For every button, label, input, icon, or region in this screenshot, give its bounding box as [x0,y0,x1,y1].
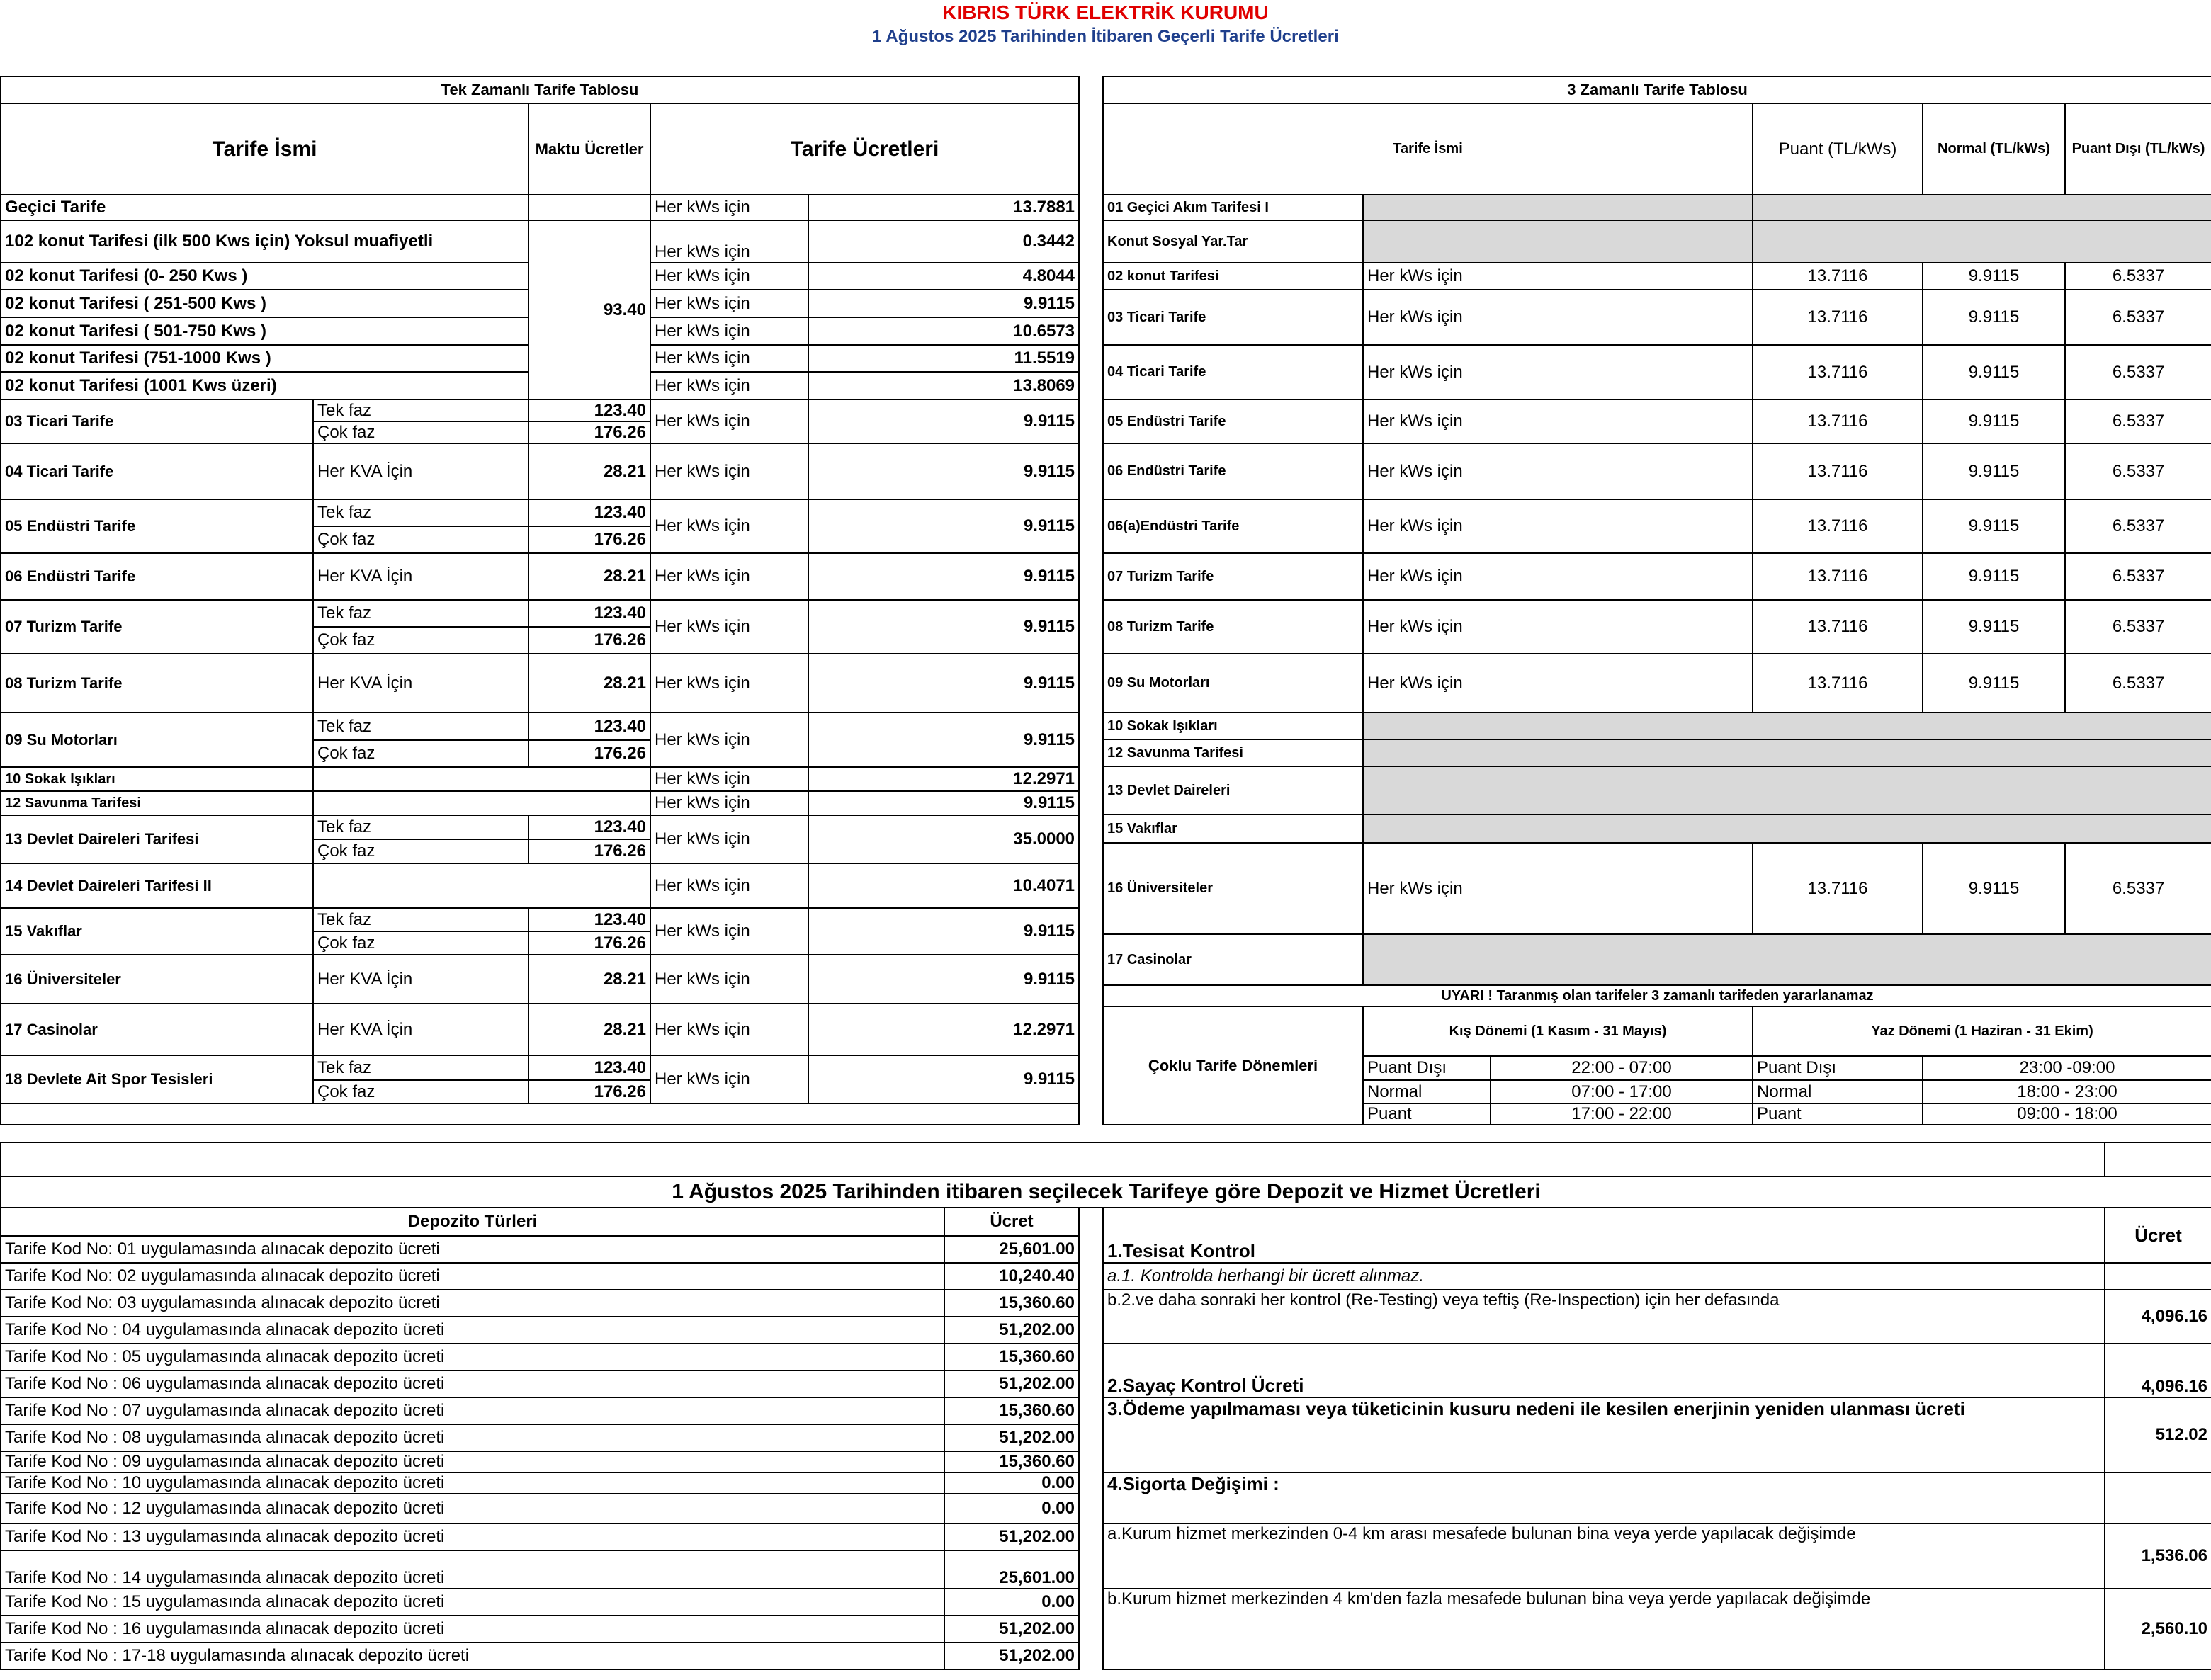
tariff-name: 08 Turizm Tarife [1103,600,1363,654]
deposit-label: Tarife Kod No: 02 uygulamasında alınacak depozito ücreti [1,1263,944,1290]
normal-rate: 9.9115 [1923,443,2065,499]
unit-label: Her kWs için [650,195,808,220]
deposit-label: Tarife Kod No : 14 uygulamasında alınacak depozito ücreti [1,1550,944,1589]
tariff-name: 18 Devlete Ait Spor Tesisleri [1,1055,313,1103]
service-4a: a.Kurum hizmet merkezinden 0-4 km arası mesafede bulunan bina veya yerde yapılacak değişimde [1103,1523,2105,1589]
tariff-rate: 9.9115 [808,1055,1079,1103]
tariff-rate: 10.4071 [808,863,1079,908]
summer-period-title: Yaz Dönemi (1 Haziran - 31 Ekim) [1753,1006,2211,1056]
tariff-name: 13 Devlet Daireleri Tarifesi [1,815,313,863]
tariff-rate: 10.6573 [808,317,1079,345]
unit-label: Her kWs için [650,553,808,600]
phase-label: Çok faz [313,526,528,553]
tariff-rate: 13.8069 [808,372,1079,399]
summer-normal-hours: 18:00 - 23:00 [1923,1080,2211,1103]
unit-label: Her kWs için [1363,263,1753,290]
tariff-name: 03 Ticari Tarife [1,399,313,443]
tariff-name: 06(a)Endüstri Tarife [1103,499,1363,553]
tariff-rate: 9.9115 [808,791,1079,815]
deposit-fee: 15,360.60 [944,1290,1079,1317]
unit-label: Her kWs için [650,317,808,345]
triple-table-title: 3 Zamanlı Tarife Tablosu [1103,76,2211,103]
tariff-rate: 0.3442 [808,220,1079,263]
tariff-name: 07 Turizm Tarife [1,600,313,654]
deposit-label: Tarife Kod No : 10 uygulamasında alınacak depozito ücreti [1,1472,944,1494]
tariff-rate: 13.7881 [808,195,1079,220]
triple-col-peak: Puant (TL/kWs) [1753,103,1923,195]
deposit-label: Tarife Kod No : 07 uygulamasında alınacak depozito ücreti [1,1397,944,1424]
unit-label: Her kWs için [650,863,808,908]
tariff-name: 13 Devlet Daireleri [1103,766,1363,815]
tariff-name: 08 Turizm Tarife [1,654,313,713]
tariff-rate: 9.9115 [808,443,1079,499]
phase-label: Çok faz [313,931,528,955]
unit-label: Her kWs için [650,345,808,372]
winter-period-title: Kış Dönemi (1 Kasım - 31 Mayıs) [1363,1006,1753,1056]
unit-label: Her kWs için [650,815,808,863]
normal-rate: 9.9115 [1923,600,2065,654]
peak-rate: 13.7116 [1753,654,1923,713]
phase-label: Her KVA İçin [313,1004,528,1055]
deposit-fee: 15,360.60 [944,1397,1079,1424]
tariff-name: 02 konut Tarifesi ( 501-750 Kws ) [1,317,528,345]
phase-label: Çok faz [313,627,528,654]
tariff-name: 01 Geçici Akım Tarifesi I [1103,195,1363,220]
fixed-fee: 176.26 [528,931,650,955]
peak-rate: 13.7116 [1753,443,1923,499]
service-1b-fee: 4,096.16 [2105,1290,2211,1344]
fixed-fee: 176.26 [528,839,650,863]
deposit-fee: 25,601.00 [944,1550,1079,1589]
phase-label: Tek faz [313,499,528,526]
tariff-name: 15 Vakıflar [1,908,313,955]
tariff-name: 16 Üniversiteler [1,955,313,1004]
fixed-fee: 28.21 [528,1004,650,1055]
service-4-title: 4.Sigorta Değişimi : [1103,1472,2105,1523]
deposit-fee: 15,360.60 [944,1451,1079,1472]
unit-label: Her kWs için [650,600,808,654]
fixed-fee: 176.26 [528,421,650,443]
tariff-rate: 9.9115 [808,908,1079,955]
fixed-fee: 123.40 [528,815,650,839]
single-col-fees: Tarife Ücretleri [650,103,1079,195]
unit-label: Her kWs için [1363,345,1753,399]
tariff-name: 14 Devlet Daireleri Tarifesi II [1,863,313,908]
tariff-name: 03 Ticari Tarife [1103,290,1363,345]
peak-rate: 13.7116 [1753,345,1923,399]
tariff-rate: 12.2971 [808,1004,1079,1055]
offpeak-rate: 6.5337 [2065,290,2211,345]
deposit-label: Tarife Kod No : 08 uygulamasında alınacak depozito ücreti [1,1424,944,1451]
tariff-rate: 35.0000 [808,815,1079,863]
service-2-fee: 4,096.16 [2105,1344,2211,1397]
unit-label: Her kWs için [1363,290,1753,345]
normal-rate: 9.9115 [1923,399,2065,443]
unit-label: Her kWs için [1363,499,1753,553]
offpeak-rate: 6.5337 [2065,399,2211,443]
deposit-fee: 10,240.40 [944,1263,1079,1290]
tariff-name: 17 Casinolar [1103,934,1363,985]
offpeak-rate: 6.5337 [2065,345,2211,399]
deposit-fee: 51,202.00 [944,1523,1079,1550]
deposit-fee: 15,360.60 [944,1344,1079,1370]
offpeak-rate: 6.5337 [2065,654,2211,713]
unit-label: Her kWs için [650,791,808,815]
phase-label: Tek faz [313,1055,528,1080]
unit-label: Her kWs için [650,399,808,443]
tariff-name: Konut Sosyal Yar.Tar [1103,220,1363,263]
deposit-fee: 51,202.00 [944,1616,1079,1642]
triple-col-offpeak: Puant Dışı (TL/kWs) [2065,103,2211,195]
tariff-rate: 9.9115 [808,713,1079,767]
phase-label: Her KVA İçin [313,443,528,499]
fixed-fee: 176.26 [528,1080,650,1103]
tariff-rate: 9.9115 [808,499,1079,553]
single-table-title: Tek Zamanlı Tarife Tablosu [1,76,1079,103]
triple-col-name: Tarife İsmi [1103,103,1753,195]
unit-label: Her kWs için [650,713,808,767]
tariff-rate: 12.2971 [808,767,1079,791]
summer-peak-hours: 09:00 - 18:00 [1923,1103,2211,1125]
deposit-label: Tarife Kod No: 01 uygulamasında alınacak depozito ücreti [1,1236,944,1263]
unit-label: Her kWs için [1363,843,1753,934]
fixed-fee: 123.40 [528,713,650,740]
phase-label: Her KVA İçin [313,654,528,713]
tariff-rate: 9.9115 [808,399,1079,443]
tariff-rate: 11.5519 [808,345,1079,372]
tariff-name: 02 konut Tarifesi [1103,263,1363,290]
offpeak-rate: 6.5337 [2065,843,2211,934]
phase-label: Tek faz [313,908,528,931]
peak-rate: 13.7116 [1753,499,1923,553]
fixed-fee: 123.40 [528,600,650,627]
offpeak-rate: 6.5337 [2065,553,2211,600]
winter-normal-hours: 07:00 - 17:00 [1491,1080,1753,1103]
unit-label: Her kWs için [650,290,808,317]
tariff-name: 10 Sokak Işıkları [1,767,313,791]
peak-rate: 13.7116 [1753,290,1923,345]
tariff-rate: 9.9115 [808,290,1079,317]
unit-label: Her kWs için [650,372,808,399]
phase-label: Tek faz [313,815,528,839]
deposit-label: Tarife Kod No : 06 uygulamasında alınacak depozito ücreti [1,1370,944,1397]
deposit-label: Tarife Kod No : 12 uygulamasında alınacak depozito ücreti [1,1494,944,1523]
offpeak-rate: 6.5337 [2065,263,2211,290]
phase-label: Çok faz [313,421,528,443]
period-label: Normal [1753,1080,1923,1103]
deposit-fee: 25,601.00 [944,1236,1079,1263]
tariff-name: 16 Üniversiteler [1103,843,1363,934]
fixed-fee-konut: 93.40 [528,220,650,399]
service-col-fee: Ücret [2105,1208,2211,1263]
fixed-fee: 123.40 [528,1055,650,1080]
tariff-name: 02 konut Tarifesi (751-1000 Kws ) [1,345,528,372]
tariff-rate: 4.8044 [808,263,1079,290]
single-tariff-table [0,76,1080,1125]
periods-title: Çoklu Tarife Dönemleri [1103,1006,1363,1125]
tariff-name: 02 konut Tarifesi (0- 250 Kws ) [1,263,528,290]
deposit-label: Tarife Kod No : 13 uygulamasında alınacak depozito ücreti [1,1523,944,1550]
tariff-name: Geçici Tarife [1,195,528,220]
normal-rate: 9.9115 [1923,553,2065,600]
service-4b-fee: 2,560.10 [2105,1589,2211,1669]
unit-label: Her kWs için [1363,553,1753,600]
unit-label: Her kWs için [650,1055,808,1103]
peak-rate: 13.7116 [1753,600,1923,654]
period-label: Puant [1363,1103,1491,1125]
tariff-name: 06 Endüstri Tarife [1,553,313,600]
tariff-rate: 9.9115 [808,553,1079,600]
tariff-name: 09 Su Motorları [1103,654,1363,713]
deposit-label: Tarife Kod No : 16 uygulamasında alınacak depozito ücreti [1,1616,944,1642]
tariff-name: 04 Ticari Tarife [1103,345,1363,399]
deposit-fee: 51,202.00 [944,1642,1079,1669]
service-4b: b.Kurum hizmet merkezinden 4 km'den fazla mesafede bulunan bina veya yerde yapılacak değişimde [1103,1589,2105,1669]
fixed-fee: 28.21 [528,443,650,499]
document-subtitle: 1 Ağustos 2025 Tarihinden İtibaren Geçerli Tarife Ücretleri [872,27,1339,46]
fixed-fee: 28.21 [528,654,650,713]
winter-peak-hours: 17:00 - 22:00 [1491,1103,1753,1125]
unit-label: Her kWs için [650,499,808,553]
deposit-fee: 51,202.00 [944,1317,1079,1344]
normal-rate: 9.9115 [1923,345,2065,399]
unit-label: Her kWs için [1363,443,1753,499]
unit-label: Her kWs için [650,654,808,713]
fixed-fee: 123.40 [528,908,650,931]
triple-tariff-table [1102,76,2211,1125]
peak-rate: 13.7116 [1753,553,1923,600]
fixed-fee: 123.40 [528,499,650,526]
deposit-label: Tarife Kod No : 05 uygulamasında alınacak depozito ücreti [1,1344,944,1370]
deposit-label: Tarife Kod No : 17-18 uygulamasında alınacak depozito ücreti [1,1642,944,1669]
warning-note: UYARI ! Taranmış olan tarifeler 3 zamanlı tarifeden yararlanamaz [1103,985,2211,1006]
period-label: Puant Dışı [1363,1056,1491,1080]
deposit-service-table [0,1142,2211,1670]
unit-label: Her kWs için [650,443,808,499]
phase-label: Çok faz [313,740,528,767]
tariff-name: 04 Ticari Tarife [1,443,313,499]
deposit-fee: 51,202.00 [944,1424,1079,1451]
triple-col-normal: Normal (TL/kWs) [1923,103,2065,195]
summer-offpeak-hours: 23:00 -09:00 [1923,1056,2211,1080]
offpeak-rate: 6.5337 [2065,499,2211,553]
peak-rate: 13.7116 [1753,399,1923,443]
tariff-name: 07 Turizm Tarife [1103,553,1363,600]
fixed-fee: 176.26 [528,627,650,654]
deposit-fee: 0.00 [944,1494,1079,1523]
phase-label: Tek faz [313,399,528,421]
period-label: Puant [1753,1103,1923,1125]
service-2-title: 2.Sayaç Kontrol Ücreti [1103,1344,2105,1397]
peak-rate: 13.7116 [1753,263,1923,290]
deposit-section-title: 1 Ağustos 2025 Tarihinden itibaren seçilecek Tarifeye göre Depozit ve Hizmet Ücretleri [1,1176,2211,1208]
service-1b: b.2.ve daha sonraki her kontrol (Re-Testing) veya teftiş (Re-Inspection) için her defasında [1103,1290,2105,1344]
deposit-fee: 0.00 [944,1589,1079,1616]
deposit-label: Tarife Kod No : 15 uygulamasında alınacak depozito ücreti [1,1589,944,1616]
peak-rate: 13.7116 [1753,843,1923,934]
tariff-rate: 9.9115 [808,654,1079,713]
offpeak-rate: 6.5337 [2065,600,2211,654]
tariff-name: 17 Casinolar [1,1004,313,1055]
single-col-name: Tarife İsmi [1,103,528,195]
fixed-fee: 176.26 [528,740,650,767]
winter-offpeak-hours: 22:00 - 07:00 [1491,1056,1753,1080]
phase-label: Her KVA İçin [313,955,528,1004]
unit-label: Her kWs için [650,220,808,263]
period-label: Puant Dışı [1753,1056,1923,1080]
unit-label: Her kWs için [650,1004,808,1055]
deposit-col-fee: Ücret [944,1208,1079,1236]
unit-label: Her kWs için [650,767,808,791]
fixed-fee: 176.26 [528,526,650,553]
unit-label: Her kWs için [1363,399,1753,443]
fixed-fee: 28.21 [528,553,650,600]
single-col-fixed: Maktu Ücretler [528,103,650,195]
fixed-fee: 28.21 [528,955,650,1004]
phase-label: Çok faz [313,1080,528,1103]
tariff-name: 09 Su Motorları [1,713,313,767]
normal-rate: 9.9115 [1923,843,2065,934]
tariff-name: 15 Vakıflar [1103,815,1363,843]
deposit-fee: 0.00 [944,1472,1079,1494]
unit-label: Her kWs için [650,908,808,955]
deposit-label: Tarife Kod No: 03 uygulamasında alınacak depozito ücreti [1,1290,944,1317]
tariff-name: 12 Savunma Tarifesi [1,791,313,815]
service-1a: a.1. Kontrolda herhangi bir ücrett alınmaz. [1103,1263,2105,1290]
tariff-name: 10 Sokak Işıkları [1103,713,1363,739]
tariff-name: 12 Savunma Tarifesi [1103,739,1363,766]
deposit-label: Tarife Kod No : 04 uygulamasında alınacak depozito ücreti [1,1317,944,1344]
normal-rate: 9.9115 [1923,263,2065,290]
tariff-name: 05 Endüstri Tarife [1,499,313,553]
phase-label: Tek faz [313,713,528,740]
tariff-rate: 9.9115 [808,600,1079,654]
service-3-fee: 512.02 [2105,1397,2211,1472]
unit-label: Her kWs için [650,955,808,1004]
unit-label: Her kWs için [1363,600,1753,654]
tariff-name: 02 konut Tarifesi (1001 Kws üzeri) [1,372,528,399]
tariff-name: 102 konut Tarifesi (ilk 500 Kws için) Yoksul muafiyetli [1,220,528,263]
phase-label: Çok faz [313,839,528,863]
phase-label: Tek faz [313,600,528,627]
offpeak-rate: 6.5337 [2065,443,2211,499]
tariff-name: 02 konut Tarifesi ( 251-500 Kws ) [1,290,528,317]
tariff-name: 05 Endüstri Tarife [1103,399,1363,443]
period-label: Normal [1363,1080,1491,1103]
document-title: KIBRIS TÜRK ELEKTRİK KURUMU [942,1,1269,23]
fixed-fee: 123.40 [528,399,650,421]
service-1-title: 1.Tesisat Kontrol [1103,1208,2105,1263]
deposit-fee: 51,202.00 [944,1370,1079,1397]
deposit-col-type: Depozito Türleri [1,1208,944,1236]
normal-rate: 9.9115 [1923,290,2065,345]
deposit-label: Tarife Kod No : 09 uygulamasında alınacak depozito ücreti [1,1451,944,1472]
unit-label: Her kWs için [650,263,808,290]
tariff-name: 06 Endüstri Tarife [1103,443,1363,499]
normal-rate: 9.9115 [1923,499,2065,553]
service-4a-fee: 1,536.06 [2105,1523,2211,1589]
tariff-rate: 9.9115 [808,955,1079,1004]
unit-label: Her kWs için [1363,654,1753,713]
service-3-title: 3.Ödeme yapılmaması veya tüketicinin kusuru nedeni ile kesilen enerjinin yeniden ulanması ücreti [1103,1397,2105,1472]
phase-label: Her KVA İçin [313,553,528,600]
normal-rate: 9.9115 [1923,654,2065,713]
